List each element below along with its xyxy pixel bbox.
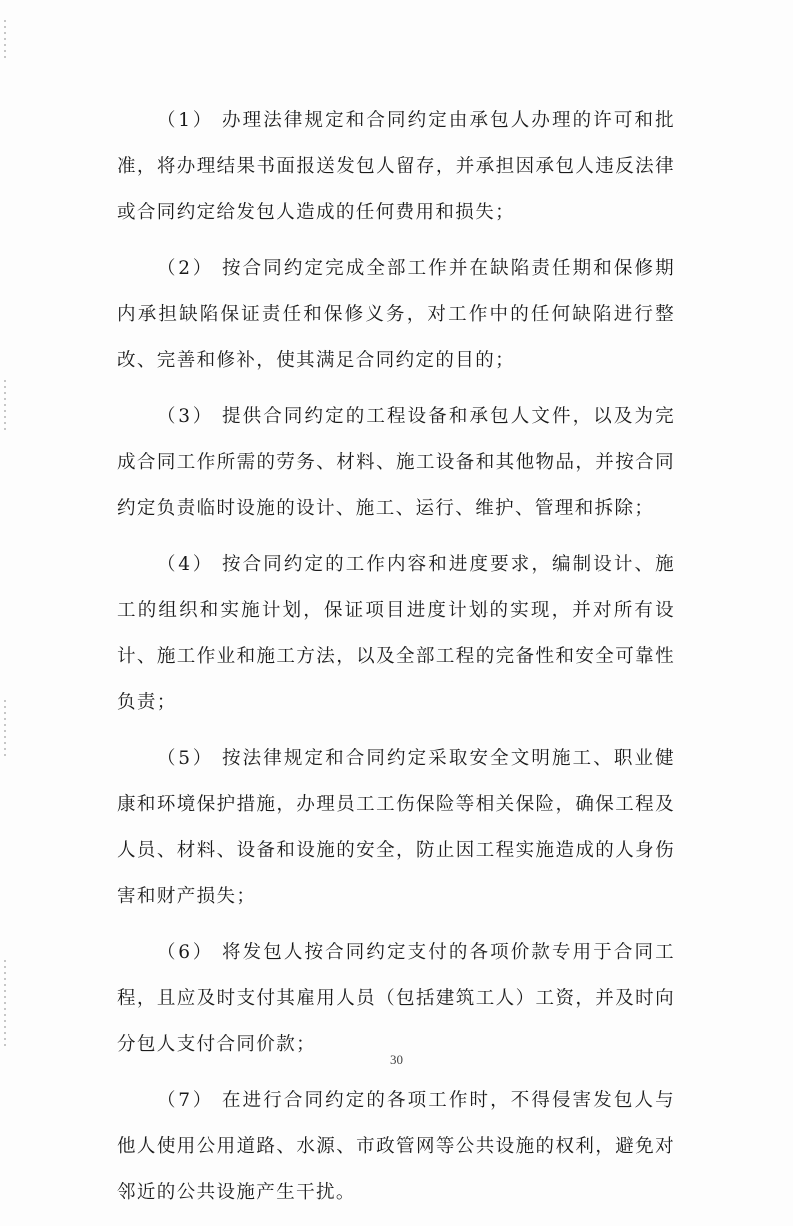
- clause-text: 按合同约定完成全部工作并在缺陷责任期和保修期内承担缺陷保证责任和保修义务，对工作中的任何缺陷进行整改、完善和修补，使其满足合同约定的目的；: [117, 258, 675, 371]
- clause-text: 按合同约定的工作内容和进度要求，编制设计、施工的组织和实施计划，保证项目进度计划的实现，并对所有设计、施工作业和施工方法，以及全部工程的完备性和安全可靠性负责；: [117, 554, 675, 713]
- clause-2: [117, 246, 675, 384]
- page-number: 30: [390, 1052, 403, 1067]
- clause-text: 将发包人按合同约定支付的各项价款专用于合同工程，且应及时支付其雇用人员（包括建筑工人）工资，并及时向分包人支付合同价款；: [117, 942, 675, 1055]
- clause-text: 在进行合同约定的各项工作时，不得侵害发包人与他人使用公用道路、水源、市政管网等公共设施的权利，避免对邻近的公共设施产生干扰。: [117, 1090, 675, 1203]
- scan-artifact: [4, 960, 6, 1050]
- clause-text: 办理法律规定和合同约定由承包人办理的许可和批准，将办理结果书面报送发包人留存，并承担因承包人违反法律或合同约定给发包人造成的任何费用和损失；: [117, 110, 675, 223]
- clause-number: （6）: [157, 942, 214, 963]
- clause-7: [117, 1078, 675, 1216]
- clause-text: 按法律规定和合同约定采取安全文明施工、职业健康和环境保护措施，办理员工工伤保险等相关保险，确保工程及人员、材料、设备和设施的安全，防止因工程实施造成的人身伤害和财产损失；: [117, 748, 675, 907]
- clause-number: （3）: [157, 406, 214, 427]
- scan-artifact: [4, 380, 6, 430]
- clause-number: （4）: [157, 554, 214, 575]
- clause-number: （1）: [157, 110, 214, 131]
- clause-5: [117, 736, 675, 920]
- clause-1: [117, 98, 675, 236]
- clause-4: [117, 542, 675, 726]
- clause-number: （2）: [157, 258, 214, 279]
- clause-number: （7）: [157, 1090, 214, 1111]
- scan-artifact: [4, 700, 6, 760]
- scan-artifact: [4, 20, 6, 60]
- clause-6: [117, 930, 675, 1068]
- clause-3: [117, 394, 675, 532]
- clause-text: 提供合同约定的工程设备和承包人文件，以及为完成合同工作所需的劳务、材料、施工设备和其他物品，并按合同约定负责临时设施的设计、施工、运行、维护、管理和拆除；: [117, 406, 675, 519]
- clause-number: （5）: [157, 748, 214, 769]
